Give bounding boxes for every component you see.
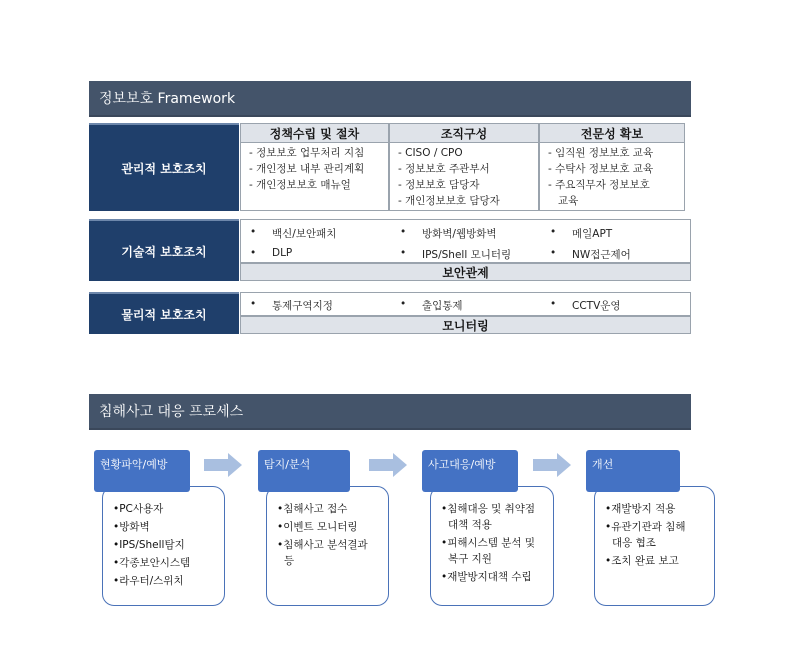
list-item [113, 537, 216, 553]
tech-item: • NW접근제어 [550, 247, 631, 261]
arrow-right-icon [369, 453, 409, 477]
list-item-line: •IPS/Shell탐지 [113, 539, 185, 551]
column-header-organization: 조직구성 [389, 123, 539, 143]
list-item-line: •유관기관과 침해 [605, 521, 686, 533]
process-step-label: 개선 [586, 450, 680, 492]
list-item [441, 535, 545, 567]
list-item: - 주요직무자 정보보호 [548, 179, 650, 191]
list-item [277, 519, 380, 535]
list-item [441, 569, 545, 585]
process-title-bar [89, 394, 691, 430]
list-item-line: 복구 지원 [448, 553, 492, 565]
list-item-line: •침해대응 및 취약점 [441, 503, 536, 515]
process-step-box [266, 486, 389, 606]
list-item [113, 573, 216, 589]
list-item-line: •피해시스템 분석 및 [441, 537, 536, 549]
row-label-physical: 물리적 보호조치 [89, 292, 239, 334]
tech-item: • 메일APT [550, 226, 613, 240]
framework-title-bar [89, 81, 691, 117]
list-item-line: •이벤트 모니터링 [277, 521, 358, 533]
list-item [441, 501, 545, 533]
list-item: - 정보보호 업무처리 지침 [249, 147, 365, 159]
list-item: - 수탁사 정보보호 교육 [548, 163, 654, 175]
list-item: - 정보보호 담당자 [398, 179, 480, 191]
list-item: 교육 [558, 195, 579, 207]
list-item: - 임직원 정보보호 교육 [548, 147, 654, 159]
list-item-line: •재발방지대책 수립 [441, 571, 532, 583]
process-step-label: 사고대응/예방 [422, 450, 518, 492]
list-item [113, 519, 216, 535]
list-item-line: 대응 협조 [612, 537, 656, 549]
row-label-admin: 관리적 보호조치 [89, 123, 239, 211]
list-item [113, 501, 216, 517]
process-step-box [102, 486, 225, 606]
band-monitoring: 모니터링 [240, 316, 691, 334]
column-body-expertise [539, 143, 685, 211]
process-step-box [430, 486, 554, 606]
process-step-label: 현황파악/예방 [94, 450, 190, 492]
list-item [277, 501, 380, 517]
list-item: - 개인정보보호 담당자 [398, 195, 500, 207]
list-item-line: 대책 적용 [448, 519, 492, 531]
row-label-tech: 기술적 보호조치 [89, 219, 239, 281]
list-item-line: •침해사고 접수 [277, 503, 348, 515]
list-item: - 개인정보보호 매뉴얼 [249, 179, 351, 191]
list-item-line: •라우터/스위치 [113, 575, 184, 587]
tech-item: • 백신/보안패치 [250, 226, 337, 240]
process-step-label: 탐지/분석 [258, 450, 350, 492]
column-header-expertise: 전문성 확보 [539, 123, 685, 143]
phys-item: • 통제구역지정 [250, 298, 333, 312]
arrow-right-icon [204, 453, 244, 477]
tech-item: • 방화벽/웹방화벽 [400, 226, 497, 240]
phys-item: • 출입통제 [400, 298, 463, 312]
list-item-line: •침해사고 분석결과 [277, 539, 368, 551]
column-body-policy [240, 143, 389, 211]
list-item: - CISO / CPO [398, 147, 463, 159]
list-item [113, 555, 216, 571]
list-item-line: •방화벽 [113, 521, 150, 533]
list-item-line: •각종보안시스템 [113, 557, 191, 569]
list-item [605, 501, 706, 517]
tech-item: • DLP [250, 247, 293, 259]
column-header-policy: 정책수립 및 절차 [240, 123, 389, 143]
arrow-right-icon [533, 453, 573, 477]
list-item: - 정보보호 주관부서 [398, 163, 490, 175]
process-title: 침해사고 대응 프로세스 [99, 404, 244, 420]
phys-item: • CCTV운영 [550, 298, 621, 312]
framework-title: 정보보호 Framework [99, 91, 236, 107]
process-step-box [594, 486, 715, 606]
list-item-line: •조치 완료 보고 [605, 555, 679, 567]
band-security-control: 보안관제 [240, 263, 691, 281]
list-item: - 개인정보 내부 관리계획 [249, 163, 365, 175]
list-item-line: •재발방지 적용 [605, 503, 676, 515]
list-item [605, 553, 706, 569]
tech-item: • IPS/Shell 모니터링 [400, 247, 512, 261]
list-item [605, 519, 706, 551]
list-item-line: 등 [284, 555, 295, 567]
column-body-organization [389, 143, 539, 211]
list-item-line: •PC사용자 [113, 503, 164, 515]
list-item [277, 537, 380, 569]
